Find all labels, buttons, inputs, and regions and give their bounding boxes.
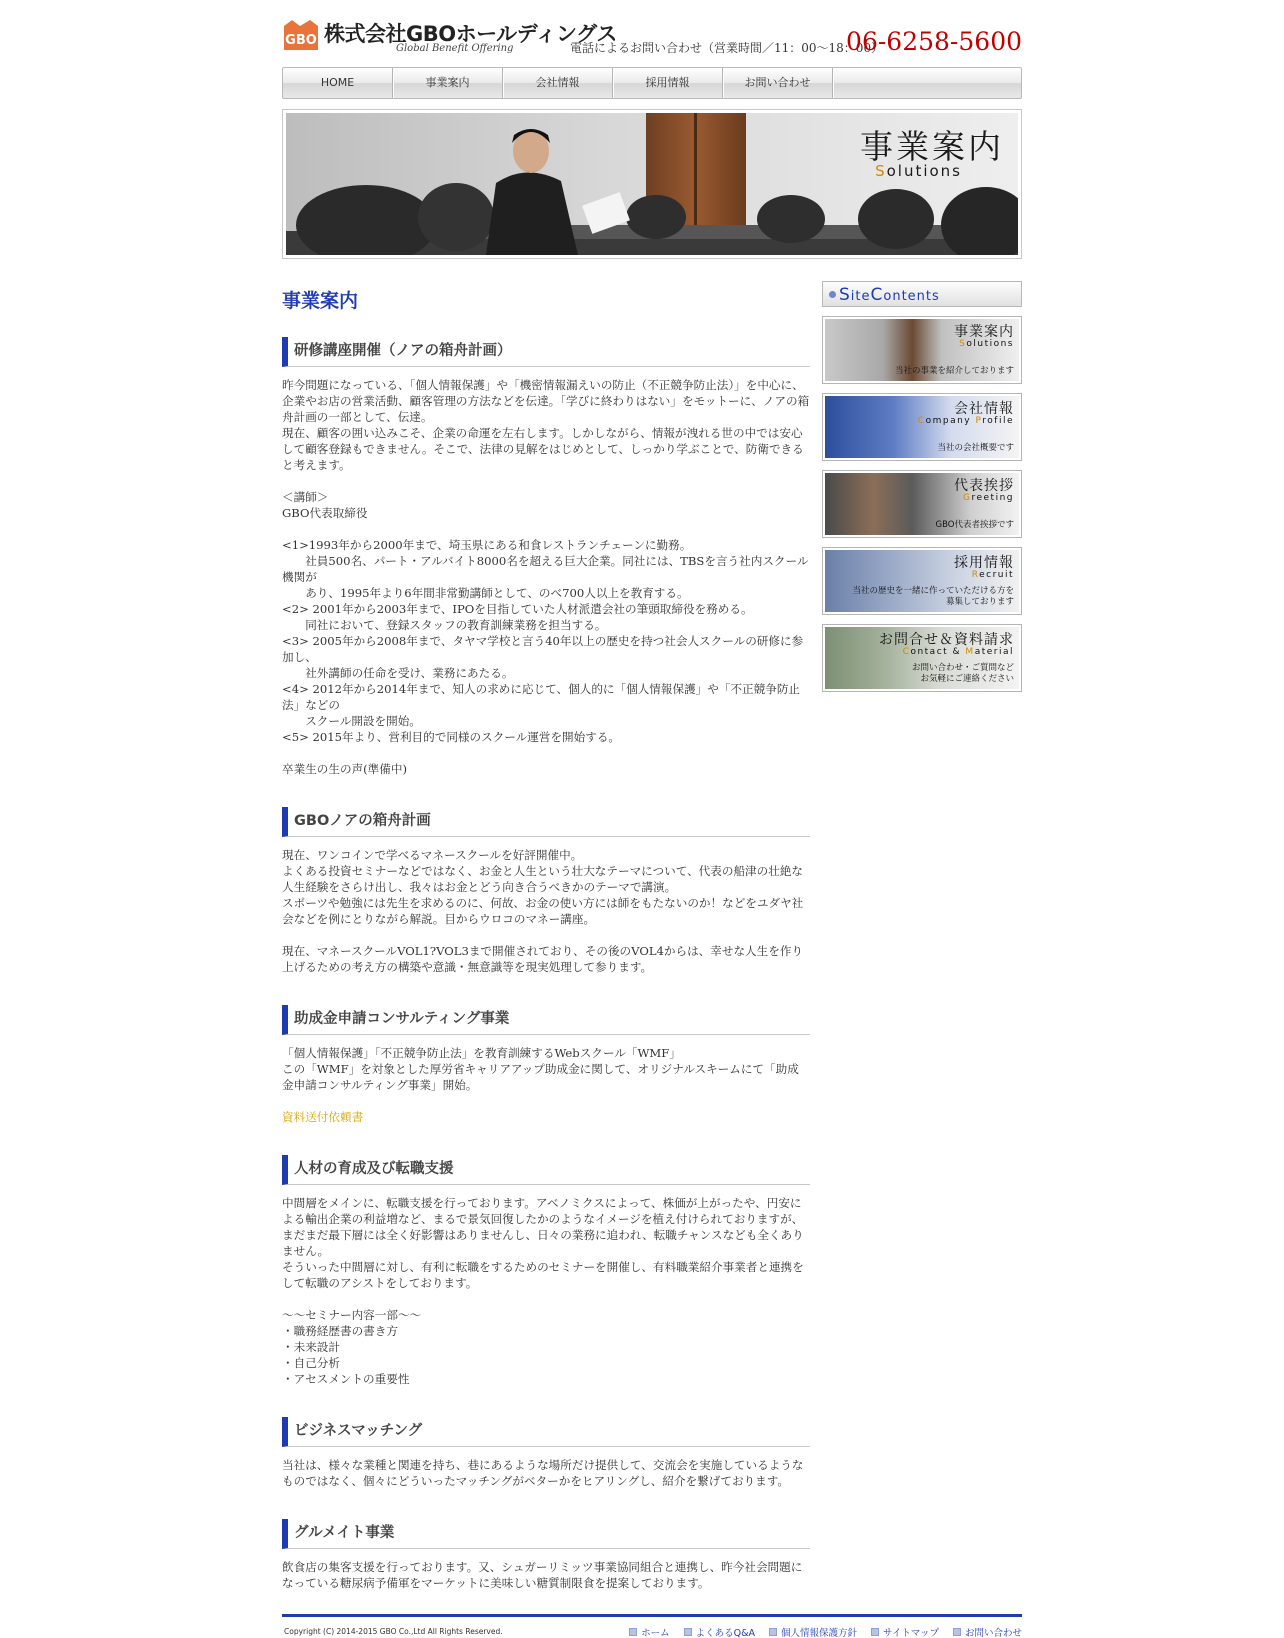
- section-paragraph: 当社は、様々な業種と関連を持ち、巷にあるような場所だけ提供して、交流会を実施しているようなものではなく、個々にどういったマッチングがベターかをヒアリングし、紹介を繋げております。: [282, 1458, 804, 1488]
- section-paragraph: 同社において、登録スタッフの教育訓練業務を担当する。: [282, 618, 607, 632]
- footer-link[interactable]: [629, 1625, 670, 1638]
- sidebar-heading-text: [839, 285, 940, 305]
- heading-ite: ite: [850, 289, 871, 304]
- footer-links: [629, 1625, 1022, 1638]
- logo-mark-icon: [282, 20, 320, 52]
- footer-link[interactable]: [684, 1625, 755, 1638]
- section-paragraph: 社員500名、パート・アルバイト8000名を超える巨大企業。同社には、TBSを言う社内スクール機関が: [282, 554, 809, 584]
- subtitle-rest: ompany: [925, 416, 976, 426]
- sidebar-card-image: [825, 550, 1019, 612]
- page-wrapper: [282, 0, 1022, 1638]
- section-heading: GBOノアの箱舟計画: [282, 807, 810, 837]
- svg-text:GBO: GBO: [285, 33, 317, 48]
- content-section: [282, 1005, 810, 1125]
- hero-image: [286, 113, 1018, 255]
- section-body: [282, 377, 810, 777]
- section-paragraph: 昨今問題になっている、「個人情報保護」や「機密情報漏えいの防止（不正競争防止法）」を中心に、企業やお店の営業活動、顧客管理の方法などを伝達。「学びに終わりはない」をモットーに、ノアの箱舟計画の一部として、伝達。: [282, 378, 810, 424]
- section-body: [282, 1457, 810, 1489]
- section-link-row: [282, 1109, 810, 1125]
- sidebar-card-image: [825, 627, 1019, 689]
- bullet-icon: [829, 291, 836, 298]
- subtitle-initial: M: [965, 647, 975, 657]
- hero-subtitle: [875, 162, 962, 180]
- sidebar-card-greeting[interactable]: [822, 470, 1022, 538]
- section-body: [282, 847, 810, 975]
- sidebar-card-subtitle: [903, 647, 1014, 657]
- square-bullet-icon: [871, 1628, 879, 1636]
- square-bullet-icon: [769, 1628, 777, 1636]
- section-heading: 助成金申請コンサルティング事業: [282, 1005, 810, 1035]
- section-paragraph: 社外講師の任命を受け、業務にあたる。: [282, 666, 514, 680]
- section-paragraph: [282, 1291, 810, 1307]
- footer-link-label: ホーム: [641, 1628, 670, 1638]
- sidebar: [822, 281, 1022, 692]
- section-paragraph: 中間層をメインに、転職支援を行っております。アベノミクスによって、株価が上がったや、円安による輸出企業の利益増など、まるで景気回復したかのようなイメージを植え付けられておりますが、まだまだ最下層には全く好影響はありませんし、日々の業務に追われ、転職チャンスなども全くありません。: [282, 1196, 804, 1258]
- sidebar-card-title: 採用情報: [954, 555, 1014, 571]
- sidebar-card-description: お問い合わせ・ご質問など お気軽にご連絡ください: [911, 663, 1014, 684]
- hero-banner: [282, 109, 1022, 259]
- sidebar-card-title: 会社情報: [954, 401, 1014, 417]
- section-paragraph: ・アセスメントの重要性: [282, 1372, 410, 1386]
- copyright-text: Copyright (C) 2014-2015 GBO Co.,Ltd All Rights Reserved.: [284, 1627, 503, 1636]
- section-paragraph: 卒業生の生の声(準備中): [282, 762, 407, 776]
- site-logo[interactable]: [282, 18, 617, 56]
- footer-link[interactable]: [871, 1625, 939, 1638]
- section-paragraph: <1>1993年から2000年まで、埼玉県にある和食レストランチェーンに勤務。: [282, 538, 692, 552]
- sidebar-card-image: [825, 473, 1019, 535]
- sidebar-card-title: 事業案内: [954, 324, 1014, 340]
- footer-link-label: 個人情報保護方針: [781, 1628, 858, 1638]
- document-request-link[interactable]: 資料送付依頼書: [282, 1110, 364, 1124]
- section-body: [282, 1045, 810, 1125]
- phone-number[interactable]: 06-6258-5600: [846, 27, 1022, 56]
- global-nav: [282, 67, 1022, 99]
- subtitle-initial: P: [975, 416, 983, 426]
- section-paragraph: そういった中間層に対し、有利に転職をするためのセミナーを開催し、有料職業紹介事業者と連携をして転職のアシストをしております。: [282, 1260, 804, 1290]
- subtitle-initial: R: [971, 570, 980, 580]
- section-paragraph: この「WMF」を対象とした厚労省キャリアアップ助成金に関して、オリジナルスキームにて「助成金申請コンサルティング事業」開始。: [282, 1062, 799, 1092]
- page-title: 事業案内: [282, 290, 359, 312]
- section-body: [282, 1195, 810, 1387]
- sidebar-card-image: [825, 319, 1019, 381]
- section-paragraph: GBO代表取締役: [282, 506, 368, 520]
- sidebar-card-description: 当社の歴史を一緒に作っていただける方を 募集しております: [852, 586, 1014, 607]
- sidebar-card-contact[interactable]: [822, 624, 1022, 692]
- sidebar-card-subtitle: [972, 570, 1014, 580]
- section-paragraph: [282, 927, 810, 943]
- section-paragraph: ・未来設計: [282, 1340, 340, 1354]
- footer: [282, 1614, 1022, 1636]
- section-paragraph: <2> 2001年から2003年まで、IPOを目指していた人材派遣会社の筆頭取締役を務める。: [282, 602, 753, 616]
- section-paragraph: スポーツや勉強には先生を求めるのに、何故、お金の使い方には師をもたないのか！などをユダヤ社会などを例にとりながら解説。目からウロコのマネー講座。: [282, 896, 804, 926]
- section-paragraph: <5> 2015年より、営利目的で同様のスクール運営を開始する。: [282, 730, 621, 744]
- section-heading: 研修講座開催（ノアの箱舟計画）: [282, 337, 810, 367]
- nav-contact[interactable]: お問い合わせ: [723, 68, 833, 98]
- heading-ontents: ontents: [883, 289, 940, 304]
- section-list: [282, 337, 810, 1591]
- section-paragraph: <4> 2012年から2014年まで、知人の求めに応じて、個人的に「個人情報保護」や「不正競争防止法」などの: [282, 682, 801, 712]
- main-content: [282, 285, 810, 1591]
- hero-subtitle-initial: S: [875, 162, 887, 180]
- content-section: [282, 337, 810, 777]
- section-paragraph: 現在、顧客の囲い込みこそ、企業の命運を左右します。しかしながら、情報が洩れる世の中では安心して顧客登録もできません。そこで、法律の見解をはじめとして、しっかり学ぶことで、防衛できると考えます。: [282, 426, 804, 472]
- section-body: [282, 1559, 810, 1591]
- section-paragraph: 「個人情報保護」「不正競争防止法」を教育訓練するWebスクール「WMF」: [282, 1046, 681, 1060]
- footer-link[interactable]: [953, 1625, 1022, 1638]
- subtitle-initial: C: [917, 416, 926, 426]
- content-section: [282, 807, 810, 975]
- sidebar-card-solutions[interactable]: [822, 316, 1022, 384]
- footer-link-label: サイトマップ: [883, 1628, 939, 1638]
- section-heading: 人材の育成及び転職支援: [282, 1155, 810, 1185]
- sidebar-card-image: [825, 396, 1019, 458]
- content-section: [282, 1155, 810, 1387]
- subtitle-rest: reeting: [971, 493, 1014, 503]
- sidebar-card-subtitle: [963, 493, 1014, 503]
- subtitle-rest: aterial: [974, 647, 1014, 657]
- section-paragraph: ・自己分析: [282, 1356, 340, 1370]
- subtitle-rest: rofile: [982, 416, 1014, 426]
- phone-label: 電話によるお問い合わせ（営業時間／11：00～18：00）: [570, 41, 884, 55]
- nav-recruit[interactable]: 採用情報: [613, 68, 723, 98]
- sidebar-card-description: 当社の会社概要です: [937, 443, 1014, 453]
- footer-link-label: お問い合わせ: [964, 1628, 1022, 1638]
- section-paragraph: ・職務経歴書の書き方: [282, 1324, 398, 1338]
- sidebar-card-description: GBO代表者挨拶です: [935, 520, 1014, 530]
- section-paragraph: ＜講師＞: [282, 490, 329, 504]
- nav-company[interactable]: 会社情報: [503, 68, 613, 98]
- section-paragraph: 飲食店の集客支援を行っております。又、シュガーリミッツ事業協同組合と連携し、昨今社会問題になっている糖尿病予備軍をマーケットに美味しい糖質制限食を提案しております。: [282, 1560, 803, 1590]
- heading-letter-s: S: [839, 285, 851, 305]
- hero-title: 事業案内: [860, 127, 1004, 166]
- section-paragraph: スクール開設を開始。: [282, 714, 421, 728]
- footer-link[interactable]: [769, 1625, 857, 1638]
- sidebar-heading: [822, 281, 1022, 307]
- subtitle-rest: olutions: [966, 339, 1014, 349]
- sidebar-card-title: お問合せ＆資料請求: [879, 632, 1014, 648]
- section-heading: ビジネスマッチング: [282, 1417, 810, 1447]
- square-bullet-icon: [953, 1628, 961, 1636]
- section-paragraph: [282, 521, 810, 537]
- hero-subtitle-rest: olutions: [886, 162, 962, 180]
- nav-solutions[interactable]: 事業案内: [393, 68, 503, 98]
- subtitle-initial: G: [962, 493, 972, 503]
- subtitle-initial: C: [902, 647, 911, 657]
- subtitle-rest: ecruit: [979, 570, 1014, 580]
- section-paragraph: あり、1995年より6年間非常勤講師として、のべ700人以上を教育する。: [282, 586, 689, 600]
- logo-text: 株式会社GBOホールディングス: [324, 22, 617, 46]
- square-bullet-icon: [684, 1628, 692, 1636]
- logo-tagline: Global Benefit Offering: [396, 43, 514, 54]
- section-paragraph: 現在、マネースクールVOL1?VOL3まで開催されており、その後のVOL4からは、幸せな人生を作り上げるための考え方の構築や意識・無意識等を現実処理して参ります。: [282, 944, 804, 974]
- heading-letter-c: C: [870, 285, 884, 305]
- section-paragraph: <3> 2005年から2008年まで、タヤマ学校と言う40年以上の歴史を持つ社会人スクールの研修に参加し、: [282, 634, 804, 664]
- content-section: [282, 1417, 810, 1489]
- sidebar-card-subtitle: [959, 339, 1014, 349]
- sidebar-card-recruit[interactable]: [822, 547, 1022, 615]
- subtitle-rest: ontact &: [910, 647, 966, 657]
- section-heading: グルメイト事業: [282, 1519, 810, 1549]
- square-bullet-icon: [629, 1628, 637, 1636]
- nav-home[interactable]: HOME: [283, 68, 393, 98]
- content-section: [282, 1519, 810, 1591]
- section-paragraph: [282, 1093, 810, 1109]
- section-paragraph: よくある投資セミナーなどではなく、お金と人生という壮大なテーマについて、代表の船津の壮絶な人生経験をさらけ出し、我々はお金とどう向き合うべきかのテーマで講演。: [282, 864, 804, 894]
- sidebar-card-list: [822, 316, 1022, 692]
- sidebar-card-subtitle: [918, 416, 1014, 426]
- sidebar-card-description: 当社の事業を紹介しております: [894, 366, 1014, 376]
- section-paragraph: ～～セミナー内容一部～～: [282, 1308, 422, 1322]
- section-paragraph: [282, 745, 810, 761]
- sidebar-card-company[interactable]: [822, 393, 1022, 461]
- section-paragraph: [282, 473, 810, 489]
- subtitle-initial: S: [959, 339, 967, 349]
- section-paragraph: 現在、ワンコインで学べるマネースクールを好評開催中。: [282, 848, 583, 862]
- sidebar-card-title: 代表挨拶: [954, 478, 1014, 494]
- footer-link-label: よくあるQ&A: [695, 1628, 755, 1638]
